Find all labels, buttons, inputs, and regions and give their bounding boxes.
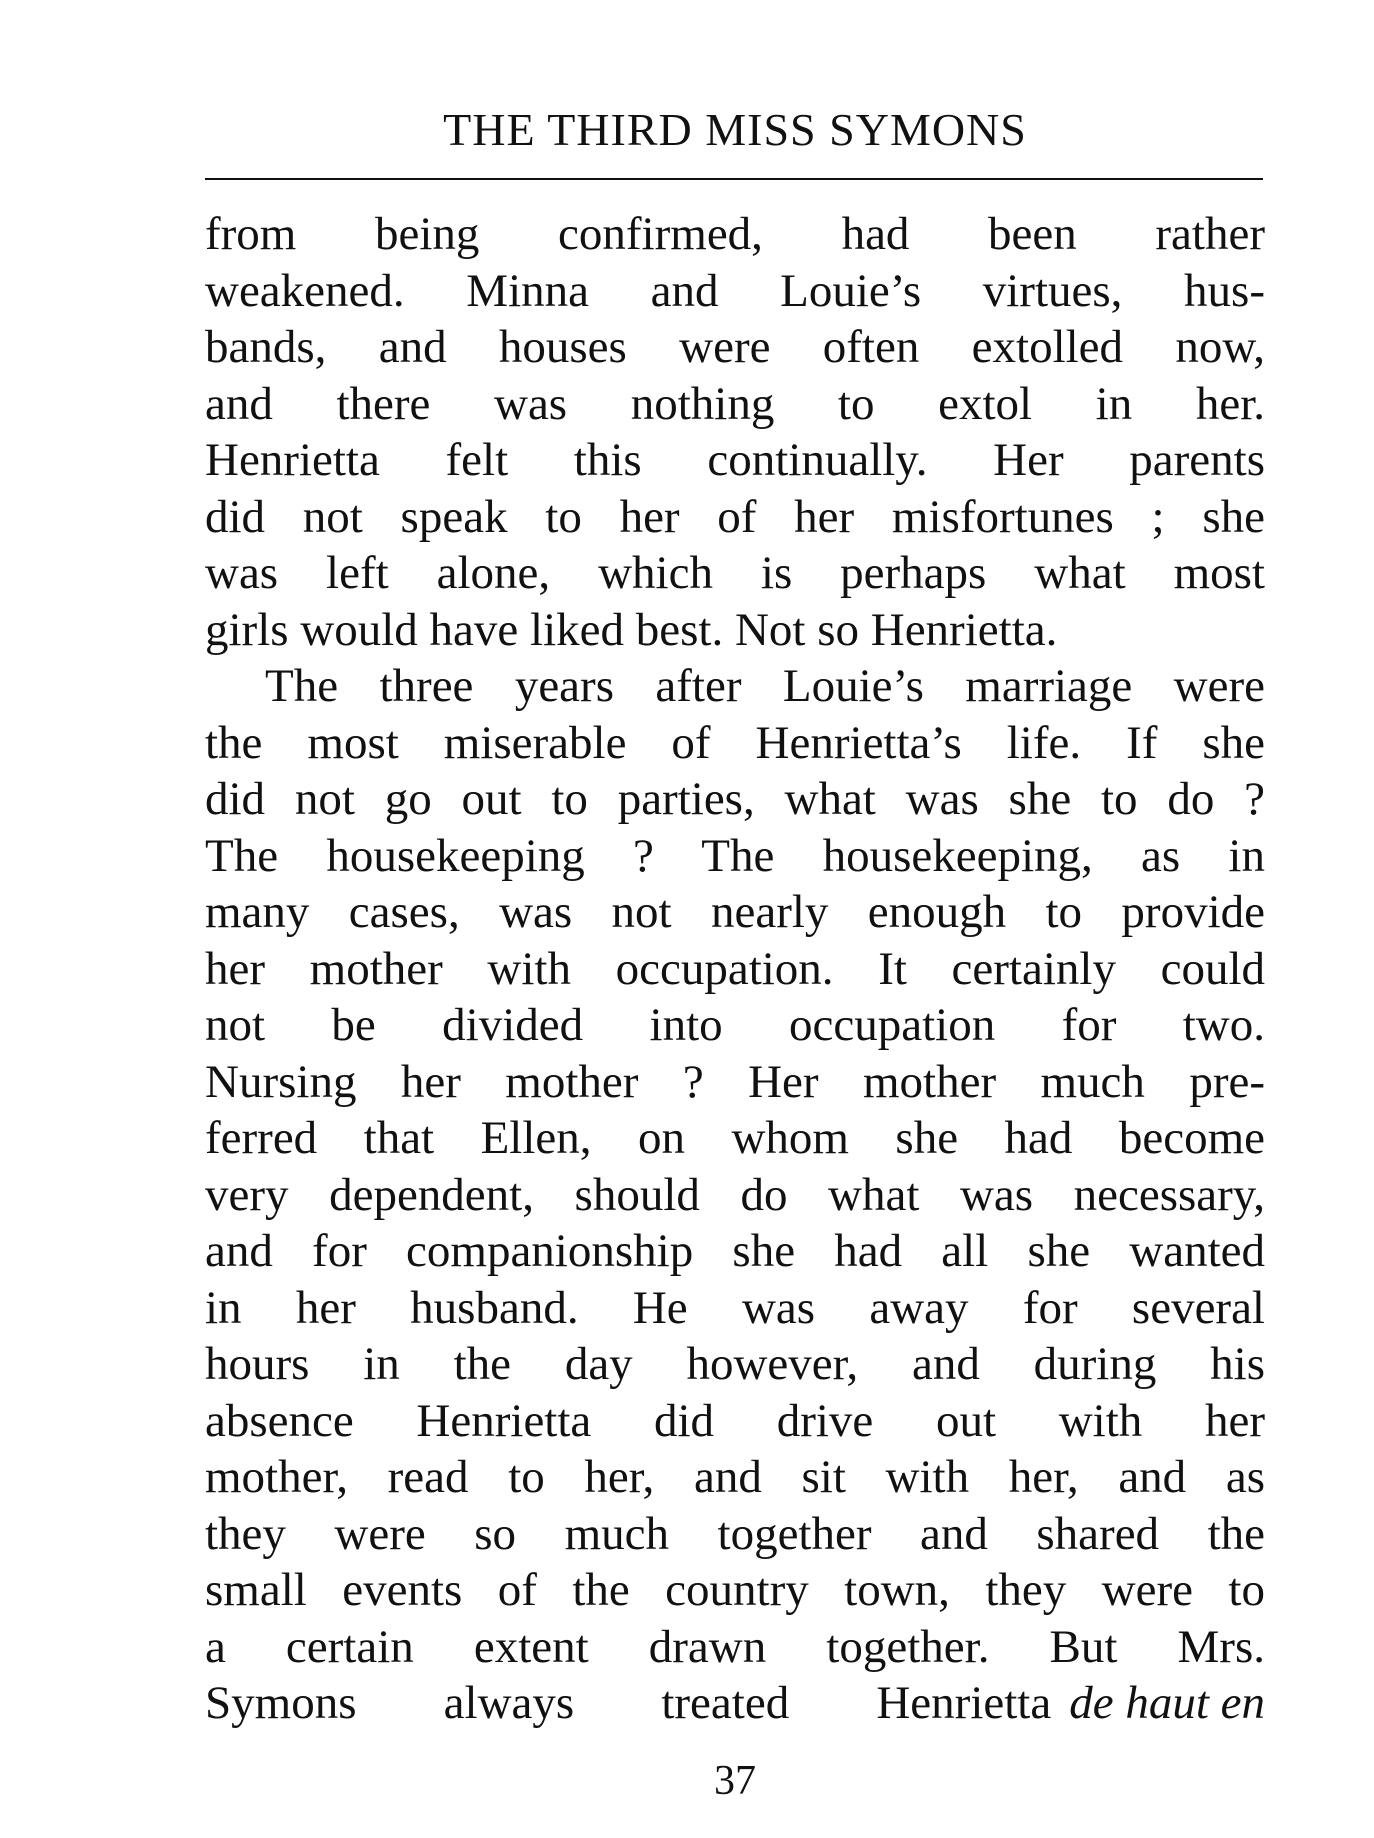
text-line: from being confirmed, had been rather	[205, 208, 1265, 260]
final-line-roman: Symons always treated Henrietta	[205, 1677, 1052, 1729]
text-line: bands, and houses were often extolled now,	[205, 321, 1265, 373]
final-line-italic: de haut en	[1069, 1677, 1265, 1729]
text-line: the most miserable of Henrietta’s life. If she	[205, 716, 1265, 769]
text-line: did not speak to her of her misfortunes ; she	[205, 490, 1265, 543]
final-text-line	[205, 1675, 1265, 1732]
running-title: THE THIRD MISS SYMONS	[443, 104, 1027, 155]
page-number: 37	[714, 1758, 756, 1804]
text-line: they were so much together and shared the	[205, 1507, 1265, 1560]
paragraph-start-line: The three years after Louie’s marriage were	[265, 660, 1265, 712]
text-line: Henrietta felt this continually. Her parents	[205, 434, 1265, 486]
text-line: did not go out to parties, what was she to do ?	[205, 773, 1265, 825]
text-line: a certain extent drawn together. But Mrs.	[205, 1620, 1265, 1673]
text-line: hours in the day however, and during his	[205, 1338, 1265, 1390]
text-line: was left alone, which is perhaps what most	[205, 547, 1265, 599]
text-line: Nursing her mother ? Her mother much pre-	[205, 1055, 1265, 1108]
text-line: many cases, was not nearly enough to provide	[205, 886, 1265, 938]
text-line: not be divided into occupation for two.	[205, 999, 1265, 1051]
text-line: weakened. Minna and Louie’s virtues, hus-	[205, 264, 1265, 317]
text-line: small events of the country town, they were to	[205, 1564, 1265, 1616]
header-rule	[205, 178, 1263, 180]
text-line: and for companionship she had all she wanted	[205, 1225, 1265, 1277]
text-line: ferred that Ellen, on whom she had become	[205, 1112, 1265, 1164]
text-line: mother, read to her, and sit with her, and as	[205, 1451, 1265, 1503]
text-line: absence Henrietta did drive out with her	[205, 1394, 1265, 1447]
text-line: The housekeeping ? The housekeeping, as in	[205, 829, 1265, 882]
text-line: her mother with occupation. It certainly could	[205, 942, 1265, 995]
body-text	[205, 206, 1265, 1732]
text-line: and there was nothing to extol in her.	[205, 377, 1265, 430]
text-line: girls would have liked best. Not so Henrietta.	[205, 603, 1058, 656]
text-line: in her husband. He was away for several	[205, 1281, 1265, 1334]
text-line: very dependent, should do what was necessary,	[205, 1168, 1265, 1221]
